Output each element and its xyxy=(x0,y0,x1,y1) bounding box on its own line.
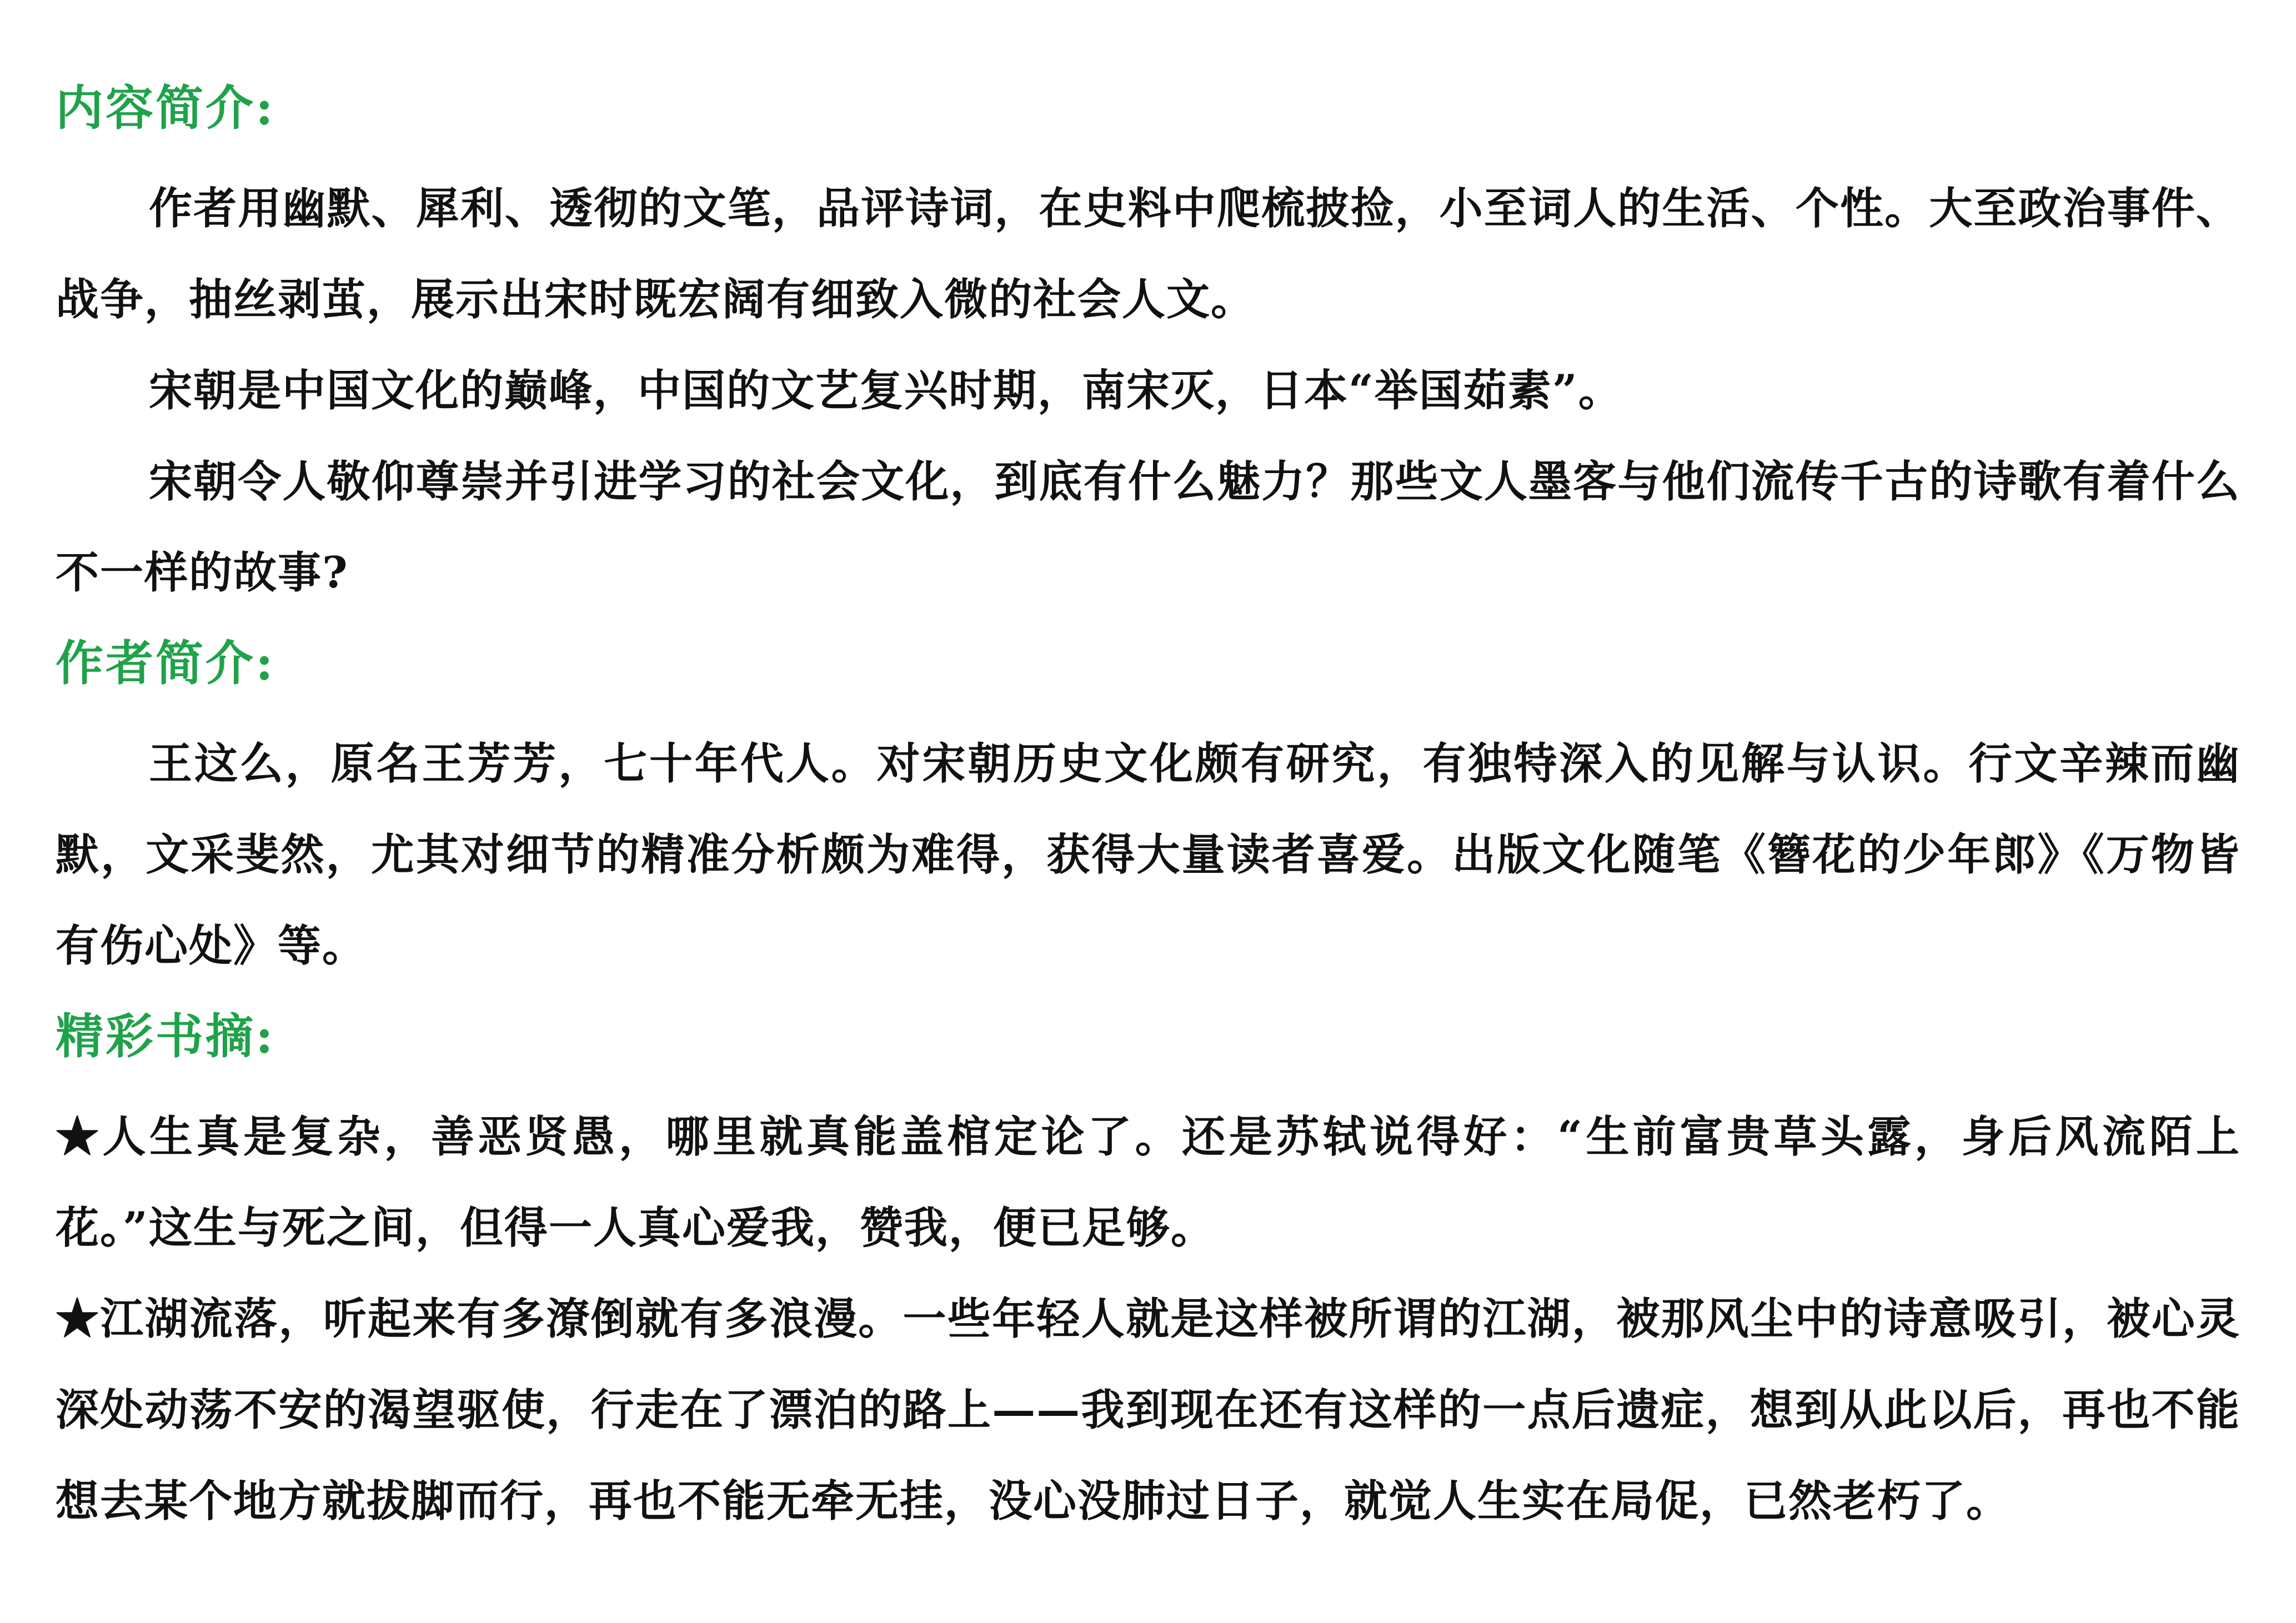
content-intro-paragraph: 作者用幽默、犀利、透彻的文笔，品评诗词，在史料中爬梳披捡，小至词人的生活、个性。大至政治事件、战争，抽丝剥茧，展示出宋时既宏阔有细致入微的社会人文。 xyxy=(56,183,2240,325)
excerpt-paragraph: ★人生真是复杂，善恶贤愚，哪里就真能盖棺定论了。还是苏轼说得好：“生前富贵草头露，身后风流陌上花。”这生与死之间，但得一人真心爱我，赞我，便已足够。 xyxy=(56,1112,2240,1253)
author-intro-section xyxy=(56,633,2240,992)
author-intro-paragraph: 王这么，原名王芳芳，七十年代人。对宋朝历史文化颇有研究，有独特深入的见解与认识。行文辛辣而幽默，文采斐然，尤其对细节的精准分析颇为难得，获得大量读者喜爱。出版文化随笔《簪花的少年郎》《万物皆有伤心处》等。 xyxy=(56,738,2240,971)
excerpt-paragraph: ★江湖流落，听起来有多潦倒就有多浪漫。一些年轻人就是这样被所谓的江湖，被那风尘中的诗意吸引，被心灵深处动荡不安的渴望驱使，行走在了漂泊的路上——我到现在还有这样的一点后遗症，想到从此以后，再也不能想去某个地方就拔脚而行，再也不能无牵无挂，没心没肺过日子，就觉人生实在局促，已然老朽了。 xyxy=(56,1294,2240,1526)
excerpts-heading: 精彩书摘: xyxy=(56,1008,275,1064)
book-intro-page xyxy=(56,78,2240,1547)
excerpts-section xyxy=(56,1006,2240,1547)
content-intro-paragraph: 宋朝令人敬仰尊崇并引进学习的社会文化，到底有什么魅力？那些文人墨客与他们流传千古的诗歌有着什么不一样的故事? xyxy=(56,456,2240,598)
content-intro-section xyxy=(56,78,2240,619)
content-intro-heading: 内容简介: xyxy=(56,80,275,136)
author-intro-heading: 作者简介: xyxy=(56,635,275,691)
content-intro-paragraph: 宋朝是中国文化的巅峰，中国的文艺复兴时期，南宋灭，日本“举国茹素”。 xyxy=(149,365,1623,416)
